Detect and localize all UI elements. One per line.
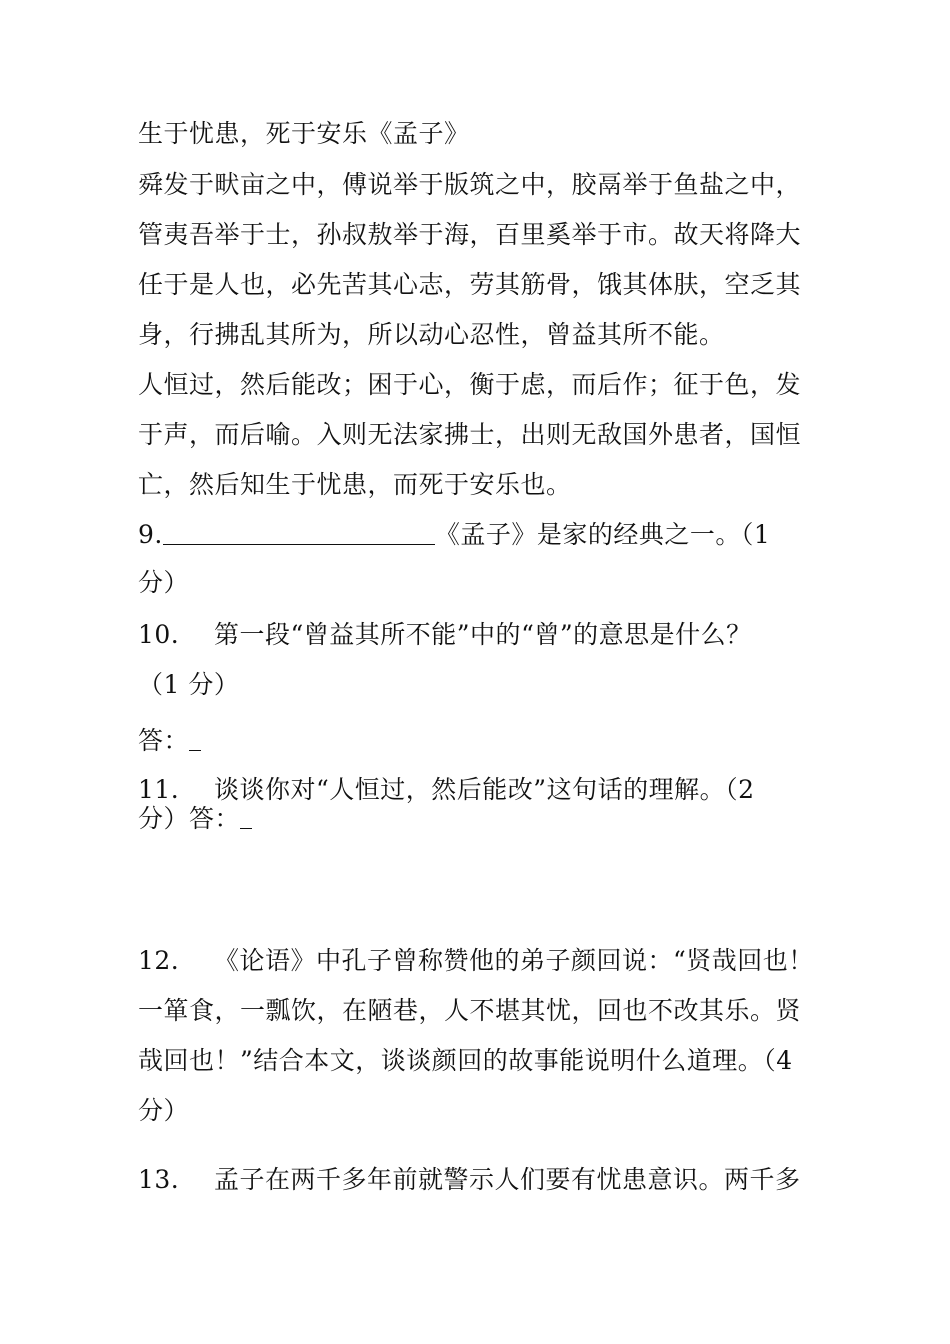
passage-line: 人恒过，然后能改；困于心，衡于虑，而后作；征于色，发 — [138, 370, 802, 399]
passage-line: 于声，而后喻。入则无法家拂士，出则无敌国外患者，国恒 — [138, 420, 802, 449]
question-text: 孟子在两千多年前就警示人们要有忧患意识。两千多 — [214, 1165, 801, 1194]
question-number: 12. — [138, 946, 180, 975]
question-number: 9. — [138, 520, 163, 549]
question-9-cont: 分） — [138, 568, 190, 597]
passage-line: 任于是人也，必先苦其心志，劳其筋骨，饿其体肤，空乏其 — [138, 270, 802, 299]
answer-blank[interactable] — [163, 522, 435, 545]
question-12-cont: 一箪食，一瓢饮，在陋巷，人不堪其忧，回也不改其乐。贤 — [138, 996, 802, 1025]
question-number: 13. — [138, 1165, 180, 1194]
question-number: 11. — [138, 775, 180, 804]
question-12-cont: 分） — [138, 1096, 190, 1125]
question-10-cont: （1 分） — [138, 670, 240, 699]
question-text: 《论语》中孔子曾称赞他的弟子颜回说：“贤哉回也！ — [214, 946, 814, 975]
passage-line: 身，行拂乱其所为，所以动心忍性，曾益其所不能。 — [138, 320, 725, 349]
answer-blank[interactable] — [189, 728, 201, 751]
question-12 — [138, 946, 814, 976]
question-text: 《孟子》是家的经典之一。（1 — [434, 520, 771, 549]
answer-label: 答： — [138, 726, 190, 755]
question-13 — [138, 1165, 801, 1195]
passage-title: 生于忧患，死于安乐《孟子》 — [138, 119, 470, 148]
passage-line: 舜发于畎亩之中，傅说举于版筑之中，胶鬲举于鱼盐之中， — [138, 170, 802, 199]
question-11 — [138, 775, 754, 805]
question-10 — [138, 620, 752, 650]
answer-blank[interactable] — [240, 806, 252, 829]
question-11-cont — [138, 804, 252, 834]
answer-label: 分）答： — [138, 804, 241, 833]
question-10-answer — [138, 726, 201, 756]
passage-line: 管夷吾举于士，孙叔敖举于海，百里奚举于市。故天将降大 — [138, 220, 802, 249]
question-12-cont: 哉回也！”结合本文，谈谈颜回的故事能说明什么道理。（4 — [138, 1046, 793, 1075]
question-text: 谈谈你对“人恒过，然后能改”这句话的理解。（2 — [214, 775, 755, 804]
question-number: 10. — [138, 620, 180, 649]
passage-line: 亡，然后知生于忧患，而死于安乐也。 — [138, 470, 572, 499]
question-9 — [138, 520, 770, 550]
question-text: 第一段“曾益其所不能”中的“曾”的意思是什么？ — [214, 620, 752, 649]
